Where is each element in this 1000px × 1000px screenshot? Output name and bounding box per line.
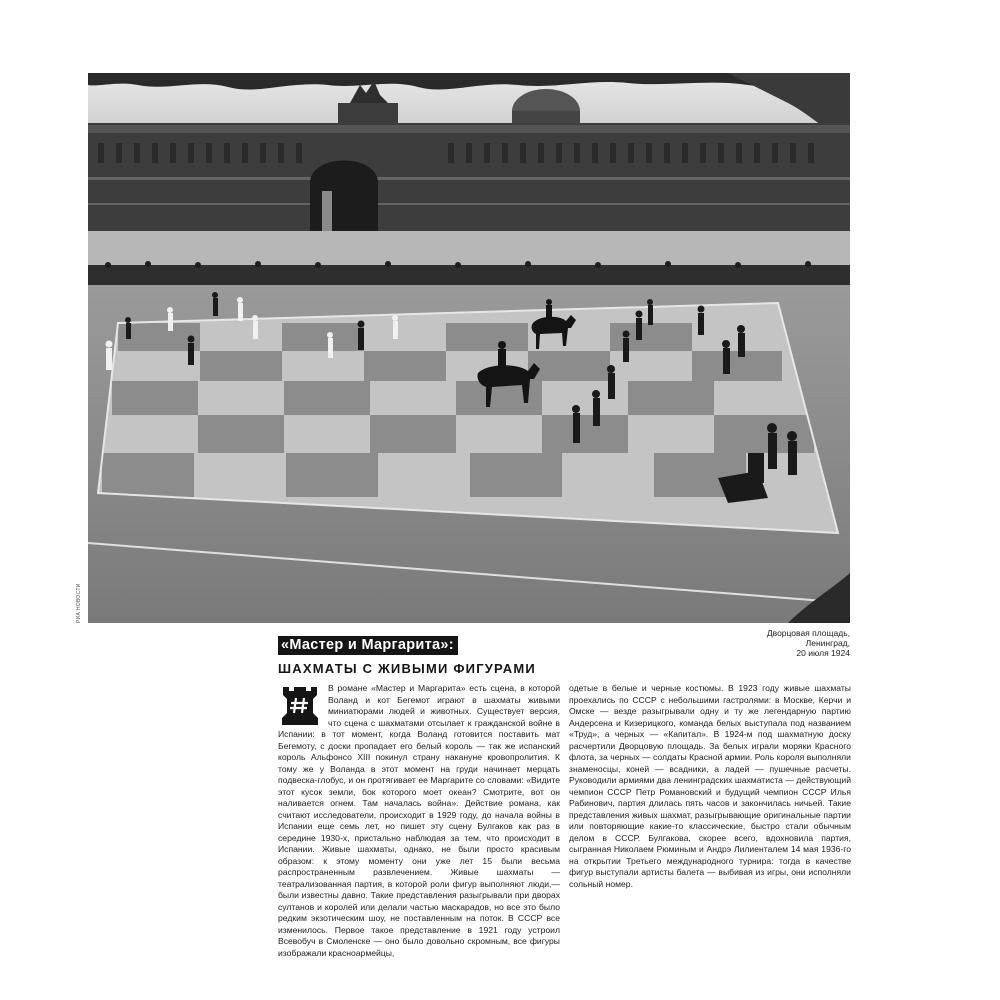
photo-caption (710, 628, 850, 658)
caption-line: 20 июля 1924 (796, 648, 850, 658)
caption-line: Ленинград, (805, 638, 850, 648)
article-title: «Мастер и Маргарита»: (278, 636, 458, 655)
article-text-column-1: В романе «Мастер и Маргарита» есть сцена, в которой Воланд и кот Бегемот играют в шахматы живыми миниатюрами людей и животных. Существует версия, что сцена с шахматами отсылает к гражданской войне в Испании: в тот момент, когда Воланд готовится поставить мат Бегемоту, с доски пропадает его белый король — так же испанский король Альфонсо XIII покинул страну накануне кровопролития. К тому же у Воланда в этот момент на груди начинает мерцать подвеска-глобус, и он протягивает ее Маргарите со словами: «Видите этот кусок земли, бок которого моет океан? Смотрите, вот он наливается огнем. Там началась война». Действие романа, как считают исследователи, происходит в 1929 году, до начала войны в Испании еще семь лет, но пишет эту сцену Булгаков как раз в середине 1930-х, пристально наблюдая за тем, что происходит в Испании. Живые шахматы, однако, не были просто красивым образом: к этому моменту они уже лет 15 были весьма распространенным развлечением. Живые шахматы — театрализованная партия, в которой роли фигур выполняют люди,— были известны давно. Такие представления разыгрывали при дворах султанов и королей или делали частью маскарадов, но все это было редким экзотическим шоу, не поставленным на поток. В СССР все изменилось. Первое такое представление в 1921 году устроил Всевобуч в Смоленске — оно было довольно скромным, все фигуры изображали красноармейцы, (278, 683, 560, 958)
article-subtitle: ШАХМАТЫ С ЖИВЫМИ ФИГУРАМИ (278, 661, 536, 676)
photo-illustration (88, 73, 850, 623)
article-text-column-2: одетые в белые и черные костюмы. В 1923 году живые шахматы проехались по СССР с небольшими гастролями: в Москве, Керчи и Омске — везде разыгрывали одну и ту же легендарную партию Андерсена и Кизерицкого, команда белых выступала под названием «Труд», а черных — «Капитал». В 1924-м под шахматную доску расчертили Дворцовую площадь. За белых играли моряки Красного флота, за черных — солдаты Красной армии. Роль короля выполняли знаменосцы, коней — всадники, а ладей — пушечные расчеты. Руководили армиями два ленинградских шахматиста — действующий чемпион СССР Петр Романовский и будущий чемпион СССР Илья Рабинович, партия длилась пять часов и закончилась ничьей. Такие представления живых шахмат, разыгрывающие оригинальные партии или повторяющие какие-то классические, быстро стали обычным делом в СССР. Булгакова, скорее всего, вдохновила партия, сыгранная Николаем Рюминым и Андрэ Лилиенталем 14 мая 1936-го на открытии Третьего международного турнира: тогда в качестве фигур выступали артисты балета — выбивая из игры, они исполняли сольный номер. (569, 683, 851, 889)
article-column-1 (278, 683, 560, 959)
article-heading (278, 636, 536, 676)
archive-photo-palace-square (88, 73, 850, 623)
caption-line: Дворцовая площадь, (766, 628, 850, 638)
rook-hash-icon (278, 685, 322, 725)
photo-credit: РИА НОВОСТИ (76, 583, 82, 623)
article-column-2 (569, 683, 851, 890)
